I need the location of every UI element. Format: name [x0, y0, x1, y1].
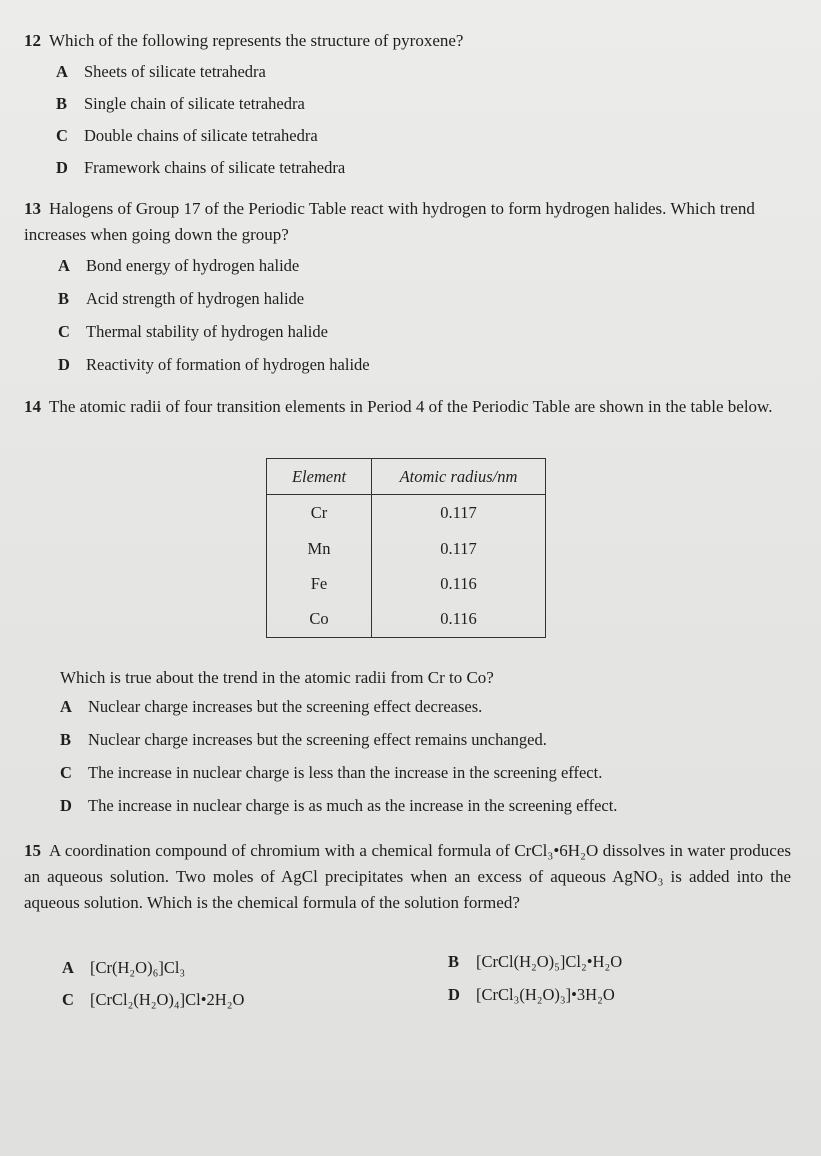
option-14-b[interactable]: B Nuclear charge increases but the screening effect remains unchanged. [60, 730, 547, 749]
option-15-a[interactable]: A [Cr(H₂O)₆]Cl₃ [62, 958, 186, 977]
table-cell-element: Mn [307, 538, 331, 558]
option-12-c[interactable]: C Double chains of silicate tetrahedra [56, 126, 318, 145]
table-cell-radius: 0.116 [372, 602, 546, 638]
option-13-a[interactable]: A Bond energy of hydrogen halide [58, 256, 300, 275]
table-cell-element: Co [309, 609, 329, 629]
table-cell-element: Fe [310, 573, 328, 593]
question-12-stem [24, 28, 791, 54]
question-number: 13 [24, 199, 41, 218]
option-13-d[interactable]: D Reactivity of formation of hydrogen halide [58, 355, 370, 374]
option-12-a[interactable]: A Sheets of silicate tetrahedra [56, 62, 266, 81]
table-cell-radius: 0.116 [372, 566, 546, 601]
question-15 [24, 838, 791, 916]
option-13-b[interactable]: B Acid strength of hydrogen halide [58, 289, 305, 308]
option-13-c[interactable]: C Thermal stability of hydrogen halide [58, 322, 328, 341]
table-header-row [267, 459, 546, 495]
question-text: Halogens of Group 17 of the Periodic Table react with hydrogen to form hydrogen halides. Which trend increases when going down the group? [24, 199, 755, 244]
question-number: 14 [24, 397, 41, 416]
question-15-stem [24, 838, 791, 916]
question-12 [24, 28, 791, 54]
table-cell-element: Cr [310, 503, 328, 523]
option-14-a[interactable]: A Nuclear charge increases but the screening effect decreases. [60, 697, 483, 716]
question-text: The atomic radii of four transition elements in Period 4 of the Periodic Table are shown in the table below. [49, 397, 773, 416]
table-cell-radius: 0.117 [372, 495, 546, 531]
table-row [267, 566, 546, 601]
table-header-radius: Atomic radius/nm [372, 459, 546, 495]
question-text: Which of the following represents the structure of pyroxene? [49, 31, 464, 50]
option-14-c[interactable]: C The increase in nuclear charge is less than the increase in the screening effect. [60, 763, 603, 782]
option-15-d[interactable]: D [CrCl₃(H₂O)₃]•3H₂O [448, 985, 615, 1004]
atomic-radius-table [266, 458, 546, 638]
question-number: 12 [24, 31, 41, 50]
option-15-b[interactable]: B [CrCl(H₂O)₅]Cl₂•H₂O [448, 952, 623, 971]
question-number: 15 [24, 841, 41, 860]
table-row [267, 602, 546, 638]
question-14 [24, 394, 791, 420]
table-header-element: Element [267, 459, 372, 495]
question-text: A coordination compound of chromium with a chemical formula of CrCl₃•6H₂O dissolves in water produces an aqueous solution. Two moles of AgCl precipitates when an excess of aqueous AgNO₃ is added into the aqueous solution. Which is the chemical formula of the solution formed? [24, 841, 791, 912]
question-13 [24, 196, 791, 248]
question-13-stem [24, 196, 791, 248]
option-15-c[interactable]: C [CrCl₂(H₂O)₄]Cl•2H₂O [62, 990, 245, 1009]
question-14-stem [24, 394, 791, 420]
option-12-d[interactable]: D Framework chains of silicate tetrahedra [56, 158, 346, 177]
option-12-b[interactable]: B Single chain of silicate tetrahedra [56, 94, 305, 113]
option-14-d[interactable]: D The increase in nuclear charge is as much as the increase in the screening effect. [60, 796, 618, 815]
question-14-subquestion: Which is true about the trend in the atomic radii from Cr to Co? [60, 668, 494, 687]
table-row [267, 531, 546, 566]
table-row [267, 495, 546, 531]
table-cell-radius: 0.117 [372, 531, 546, 566]
